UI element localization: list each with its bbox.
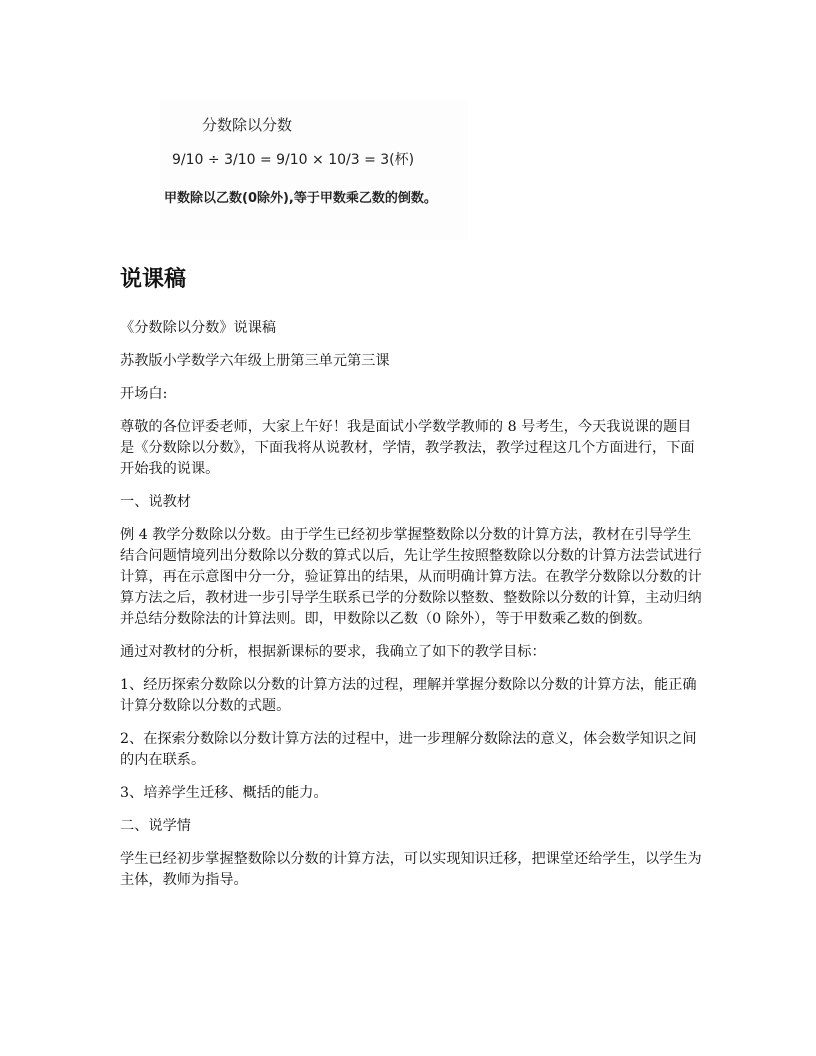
handwritten-note-image (160, 100, 468, 240)
textbook-paragraph: 例 4 教学分数除以分数。由于学生已经初步掌握整数除以分数的计算方法，教材在引导学生结合问题情境列出分数除以分数的算式以后，先让学生按照整数除以分数的计算方法尝试进行计算，再在示意图中分一分，验证算出的结果，从而明确计算方法。在教学分数除以分数的计算方法之后，教材进一步引导学生联系已学的分数除以整数、整数除以分数的计算，主动归纳并总结分数除法的计算法则。即，甲数除以乙数（0 除外），等于甲数乘乙数的倒数。 (120, 527, 702, 627)
students-paragraph: 学生已经初步掌握整数除以分数的计算方法，可以实现知识迁移，把课堂还给学生，以学生为主体，教师为指导。 (120, 851, 702, 888)
section-heading-textbook: 一、说教材 (120, 494, 191, 510)
document-body (120, 318, 705, 903)
note-rule: 甲数除以乙数(0除外),等于甲数乘乙数的倒数。 (164, 191, 437, 206)
goal-item-2: 2、在探索分数除以分数计算方法的过程中，进一步理解分数除法的意义，体会数学知识之间的内在联系。 (120, 731, 697, 768)
page-title: 说课稿 (120, 267, 187, 292)
section-heading-students: 二、说学情 (120, 818, 191, 834)
note-title: 分数除以分数 (202, 116, 293, 134)
doc-subtitle: 《分数除以分数》说课稿 (120, 320, 277, 336)
handwritten-note-svg (160, 100, 468, 240)
goal-item-3: 3、培养学生迁移、概括的能力。 (120, 785, 328, 801)
opening-paragraph: 尊敬的各位评委老师，大家上午好！我是面试小学数学教师的 8 号考生，今天我说课的题目是《分数除以分数》，下面我将从说教材，学情，教学教法，教学过程这几个方面进行，下面开始我的说课。 (120, 419, 695, 477)
note-equation: 9/10 ÷ 3/10 = 9/10 × 10/3 = 3(杯) (172, 152, 415, 168)
goal-item-1: 1、经历探索分数除以分数的计算方法的过程，理解并掌握分数除以分数的计算方法，能正确计算分数除以分数的式题。 (120, 677, 697, 714)
goals-intro: 通过对教材的分析，根据新课标的要求，我确立了如下的教学目标： (120, 644, 546, 660)
textbook-info: 苏教版小学数学六年级上册第三单元第三课 (120, 353, 390, 369)
opening-label: 开场白: (120, 386, 168, 402)
